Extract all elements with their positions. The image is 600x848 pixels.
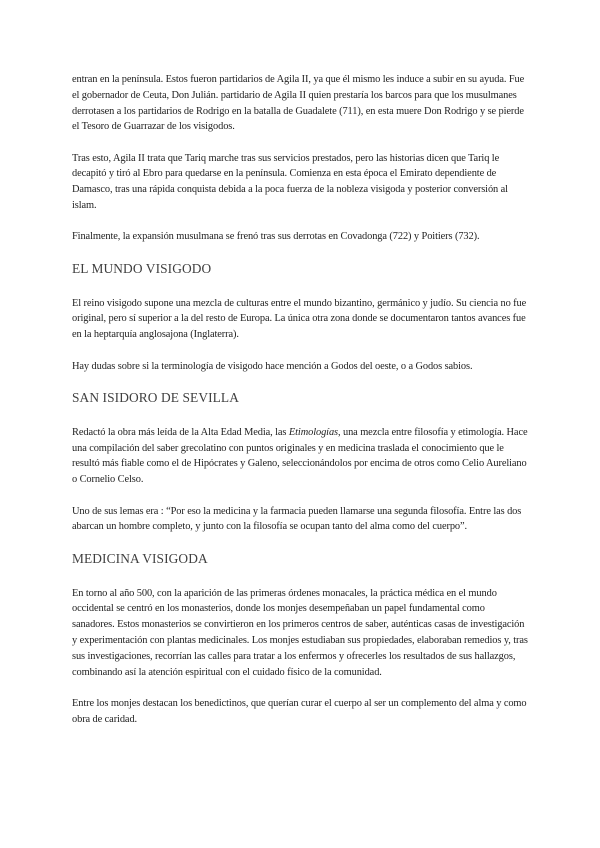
heading-san-isidoro: SAN ISIDORO DE SEVILLA bbox=[72, 389, 239, 405]
heading-medicina-visigoda: MEDICINA VISIGODA bbox=[72, 550, 208, 566]
paragraph-lema: Uno de sus lemas era : “Por eso la medicina y la farmacia pueden llamarse una segunda filosofía. Entre las dos abarcan un hombre completo, y junto con la filosofía se ocupan tanto del alma como del cuerpo”. bbox=[72, 505, 522, 533]
paragraph-monasterios: En torno al año 500, con la aparición de las primeras órdenes monacales, la práctica médica en el mundo occidental se centró en los monasterios, donde los monjes desempeñaban un papel fundamental como sanadores. Estos monasterios se convirtieron en los primeros centros de saber, auténticas casas de investigación y experimentación con plantas medicinales. Los monjes estudiaban sus propiedades, elaboraban remedios y, tras sus investigaciones, recorrían las calles para tratar a los enfermos y ofrecerles los resultados de sus hallazgos, combinando así la atención espiritual con el cuidado físico de la comunidad. bbox=[72, 587, 528, 678]
paragraph-terminologia: Hay dudas sobre si la terminología de visigodo hace mención a Godos del oeste, o a Godos sabios. bbox=[72, 360, 473, 372]
document-body bbox=[72, 72, 528, 743]
paragraph-benedictinos: Entre los monjes destacan los benedictinos, que querían curar el cuerpo al ser un complemento del alma y como obra de caridad. bbox=[72, 697, 527, 725]
heading-mundo-visigodo: EL MUNDO VISIGODO bbox=[72, 260, 212, 276]
paragraph-etimologias bbox=[72, 425, 528, 488]
etimologias-title: Etimologías bbox=[288, 426, 338, 438]
paragraph-reino-visigodo: El reino visigodo supone una mezcla de culturas entre el mundo bizantino, germánico y judío. Su ciencia no fue original, pero sí superior a la del resto de Europa. La única otra zona donde se documentaron tantos avances fue en la heptarquía anglosajona (Inglaterra). bbox=[72, 297, 527, 341]
paragraph-tariq: Tras esto, Agila II trata que Tariq marche tras sus servicios prestados, pero las historias dicen que Tariq le decapitó y tiró al Ebro para quedarse en la península. Comienza en esta época el Emirato dependiente de Damasco, tras una rápida conquista debida a la poca fuerza de la nobleza visigoda y posterior conversión al islam. bbox=[72, 152, 508, 212]
paragraph-expansion: Finalmente, la expansión musulmana se frenó tras sus derrotas en Covadonga (722) y Poitiers (732). bbox=[72, 231, 480, 243]
etimologias-text-before: Redactó la obra más leída de la Alta Edad Media, las bbox=[72, 426, 289, 438]
etimologias-text-after: , una mezcla entre filosofía y etimología. Hace una compilación del saber grecolatino con puntos originales y en medicina traslada el conocimiento que le resultó más fiable como el de Hipócrates y Galeno, seleccionándolos por encima de otros como Celio Aureliano o Cornelio Celso. bbox=[72, 426, 528, 486]
paragraph-ceuta: entran en la península. Estos fueron partidarios de Agila II, ya que él mismo les induce a subir en su ayuda. Fue el gobernador de Ceuta, Don Julián. partidario de Agila II quien prestaría los barcos para que los musulmanes derrotasen a los partidarios de Rodrigo en la batalla de Guadalete (711), en esta muere Don Rodrigo y se pierde el Tesoro de Guarrazar de los visigodos. bbox=[72, 74, 525, 133]
